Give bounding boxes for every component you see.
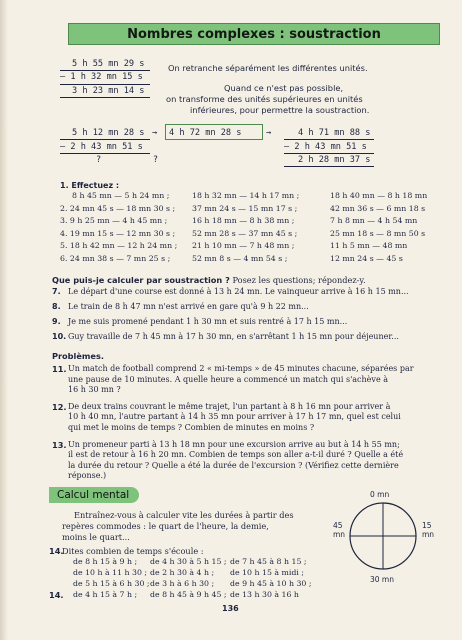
effectuez-cell: 52 mn 8 s — 4 mn 54 s ; bbox=[192, 253, 288, 263]
probleme-line: qui met le moins de temps ? Combien de minutes en moins ? bbox=[68, 423, 315, 432]
calcul-cell: de 13 h 30 à 16 h bbox=[230, 590, 299, 599]
calcul-intro-3: moins le quart... bbox=[62, 532, 130, 542]
effectuez-cell: 4. 19 mn 15 s — 12 mn 30 s ; bbox=[60, 228, 176, 238]
probleme-line: 16 h 30 mn ? bbox=[68, 385, 121, 395]
probleme-line: la durée du retour ? Quelle a été la durée de l'excursion ? (Vérifiez cette dernière bbox=[68, 460, 399, 470]
effectuez-cell: 18 h 40 mn — 8 h 18 mn bbox=[330, 191, 428, 200]
q14-text: Dites combien de temps s'écoule : bbox=[62, 546, 204, 556]
explanation-line2: on transforme des unités supérieures en unités bbox=[166, 94, 363, 104]
example2-row2: — 2 h 43 mn 51 s bbox=[60, 142, 143, 152]
effectuez-cell: 8 h 45 mn — 5 h 24 mn ; bbox=[72, 191, 170, 200]
right-result: 2 h 28 mn 37 s bbox=[298, 155, 371, 165]
probleme-number: 11. bbox=[52, 364, 67, 374]
clock-label-right-unit: mn bbox=[422, 530, 435, 539]
calcul-cell: de 7 h 45 à 8 h 15 ; bbox=[230, 557, 307, 566]
effectuez-cell: 18 h 32 mn — 14 h 17 mn ; bbox=[192, 191, 300, 200]
calcul-mental-label: Calcul mental bbox=[57, 489, 130, 501]
calcul-cell: de 2 h 30 à 4 h ; bbox=[150, 568, 215, 577]
underline-2 bbox=[60, 139, 150, 140]
question-number: 9. bbox=[52, 317, 61, 326]
arrow-2: → bbox=[266, 128, 272, 138]
result-line-1 bbox=[60, 84, 150, 85]
effectuez-cell: 37 mn 24 s — 15 mn 17 s ; bbox=[192, 203, 298, 213]
right-result-line bbox=[284, 153, 374, 154]
clock-diagram bbox=[330, 486, 445, 588]
example1-row1: 5 h 55 mn 29 s bbox=[72, 59, 145, 69]
effectuez-cell: 25 mn 18 s — 8 mn 50 s bbox=[330, 228, 426, 238]
effectuez-cell: 11 h 5 mn — 48 mn bbox=[330, 241, 408, 250]
calcul-cell: de 5 h 15 à 6 h 30 ; bbox=[73, 579, 150, 588]
clock-label-left-num: 45 bbox=[333, 521, 343, 530]
probleme-line: Un match de football comprend 2 « mi-temps » de 45 minutes chacune, séparées par bbox=[68, 364, 414, 373]
result-line-1b bbox=[60, 97, 150, 98]
arrow-1: → bbox=[152, 128, 158, 138]
effectuez-cell: 52 mn 28 s — 37 mn 45 s ; bbox=[192, 228, 298, 238]
question-text: Guy travaille de 7 h 45 mn à 17 h 30 mn, en s'arrêtant 1 h 15 mn pour déjeuner... bbox=[68, 332, 399, 341]
question-text: Je me suis promené pendant 1 h 30 mn et suis rentré à 17 h 15 mn... bbox=[68, 317, 348, 326]
effectuez-cell: 7 h 8 mn — 4 h 54 mn bbox=[330, 216, 418, 225]
probleme-line: réponse.) bbox=[68, 471, 107, 481]
effectuez-label: 1. Effectuez : bbox=[60, 181, 120, 190]
probleme-number: 12. bbox=[52, 401, 67, 412]
section-title-bar bbox=[68, 23, 440, 45]
question-number: 10. bbox=[52, 332, 67, 341]
effectuez-cell: 21 h 10 mn — 7 h 48 mn ; bbox=[192, 241, 295, 250]
effectuez-cell: 5. 18 h 42 mn — 12 h 24 mn ; bbox=[60, 241, 178, 250]
problemes-heading: Problèmes. bbox=[52, 351, 104, 361]
question-text: Le départ d'une course est donné à 13 h 24 mn. Le vainqueur arrive à 16 h 15 mn... bbox=[68, 287, 409, 296]
clock-label-right-num: 15 bbox=[422, 521, 432, 530]
calcul-cell: de 4 h 15 à 7 h ; bbox=[73, 590, 138, 599]
calcul-cell: de 8 h 45 à 9 h 45 ; bbox=[150, 590, 227, 599]
calcul-cell: de 8 h 15 à 9 h ; bbox=[73, 557, 138, 566]
effectuez-cell: 42 mn 36 s — 6 mn 18 s bbox=[330, 203, 426, 213]
explanation-line1: Quand ce n'est pas possible, bbox=[224, 83, 344, 93]
page-title: Nombres complexes : soustraction bbox=[127, 26, 381, 42]
calcul-cell: de 10 h 15 à midi ; bbox=[230, 568, 304, 577]
effectuez-cell: 16 h 18 mn — 8 h 38 mn ; bbox=[192, 216, 295, 225]
example2-row1: 5 h 12 mn 28 s bbox=[72, 128, 145, 138]
question-marks: ? ? bbox=[96, 155, 159, 165]
right-result-line-b bbox=[284, 166, 374, 167]
example1-note: On retranche séparément les différentes unités. bbox=[168, 63, 368, 73]
result-line-2 bbox=[60, 153, 150, 154]
question-text: Le train de 8 h 47 mn n'est arrivé en gare qu'à 9 h 22 mn... bbox=[68, 302, 309, 311]
calcul-cell: de 4 h 30 à 5 h 15 ; bbox=[150, 557, 227, 566]
page-number: 136 bbox=[222, 604, 239, 613]
effectuez-cell: 12 mn 24 s — 45 s bbox=[330, 253, 403, 263]
questions-heading: Que puis-je calculer par soustraction ? bbox=[52, 275, 230, 285]
explanation-line3: inférieures, pour permettre la soustraction. bbox=[190, 105, 370, 115]
calcul-intro-1: Entraînez-vous à calculer vite les durées à partir des bbox=[74, 510, 294, 520]
q14-number: 14. bbox=[49, 546, 64, 556]
calcul-cell: de 10 h à 11 h 30 ; bbox=[73, 568, 148, 577]
probleme-number: 13. bbox=[52, 439, 67, 450]
effectuez-cell: 6. 24 mn 38 s — 7 mn 25 s ; bbox=[60, 253, 171, 263]
right-underline bbox=[284, 139, 374, 140]
underline-1 bbox=[60, 70, 150, 71]
example1-result: 3 h 23 mn 14 s bbox=[72, 86, 145, 96]
clock-label-left-unit: mn bbox=[333, 530, 346, 539]
probleme-line: 10 h 40 mn, l'autre partant à 14 h 35 mn pour arriver à 17 h 17 mn, quel est celui bbox=[68, 412, 401, 422]
questions-heading-wrap bbox=[52, 275, 366, 285]
question-number: 8. bbox=[52, 302, 61, 311]
question-number: 7. bbox=[52, 287, 61, 296]
probleme-line: Un promeneur parti à 13 h 18 mn pour une excursion arrive au but à 14 h 55 mn; bbox=[68, 439, 400, 449]
calcul-intro-2: repères commodes : le quart de l'heure, la demie, bbox=[62, 521, 269, 531]
effectuez-cell: 3. 9 h 25 mn — 4 h 45 mn ; bbox=[60, 216, 168, 225]
calcul-cell: de 9 h 45 à 10 h 30 ; bbox=[230, 579, 312, 588]
effectuez-cell: 2. 24 mn 45 s — 18 mn 30 s ; bbox=[60, 203, 176, 213]
probleme-line: De deux trains couvrant le même trajet, l'un partant à 8 h 16 mn pour arriver à bbox=[68, 401, 391, 411]
clock-label-top: 0 mn bbox=[370, 490, 390, 499]
example1-row2: — 1 h 32 mn 15 s bbox=[60, 72, 143, 82]
right-row2: — 2 h 43 mn 51 s bbox=[284, 142, 367, 152]
right-row1: 4 h 71 mn 88 s bbox=[298, 128, 371, 138]
clock-label-bottom: 30 mn bbox=[370, 575, 394, 584]
calcul-mental-bar bbox=[49, 487, 139, 503]
calcul-last-number: 14. bbox=[49, 590, 64, 600]
calcul-cell: de 3 h à 6 h 30 ; bbox=[150, 579, 215, 588]
example2-mid: 4 h 72 mn 28 s bbox=[169, 128, 242, 138]
probleme-line: il est de retour à 16 h 20 mn. Combien de temps son aller a-t-il duré ? Quelle a été bbox=[68, 450, 404, 460]
questions-heading-rest: Posez les questions; répondez-y. bbox=[229, 275, 366, 285]
page-edge bbox=[0, 0, 8, 640]
probleme-line: une pause de 10 minutes. A quelle heure a commencé un match qui s'achève à bbox=[68, 374, 388, 384]
